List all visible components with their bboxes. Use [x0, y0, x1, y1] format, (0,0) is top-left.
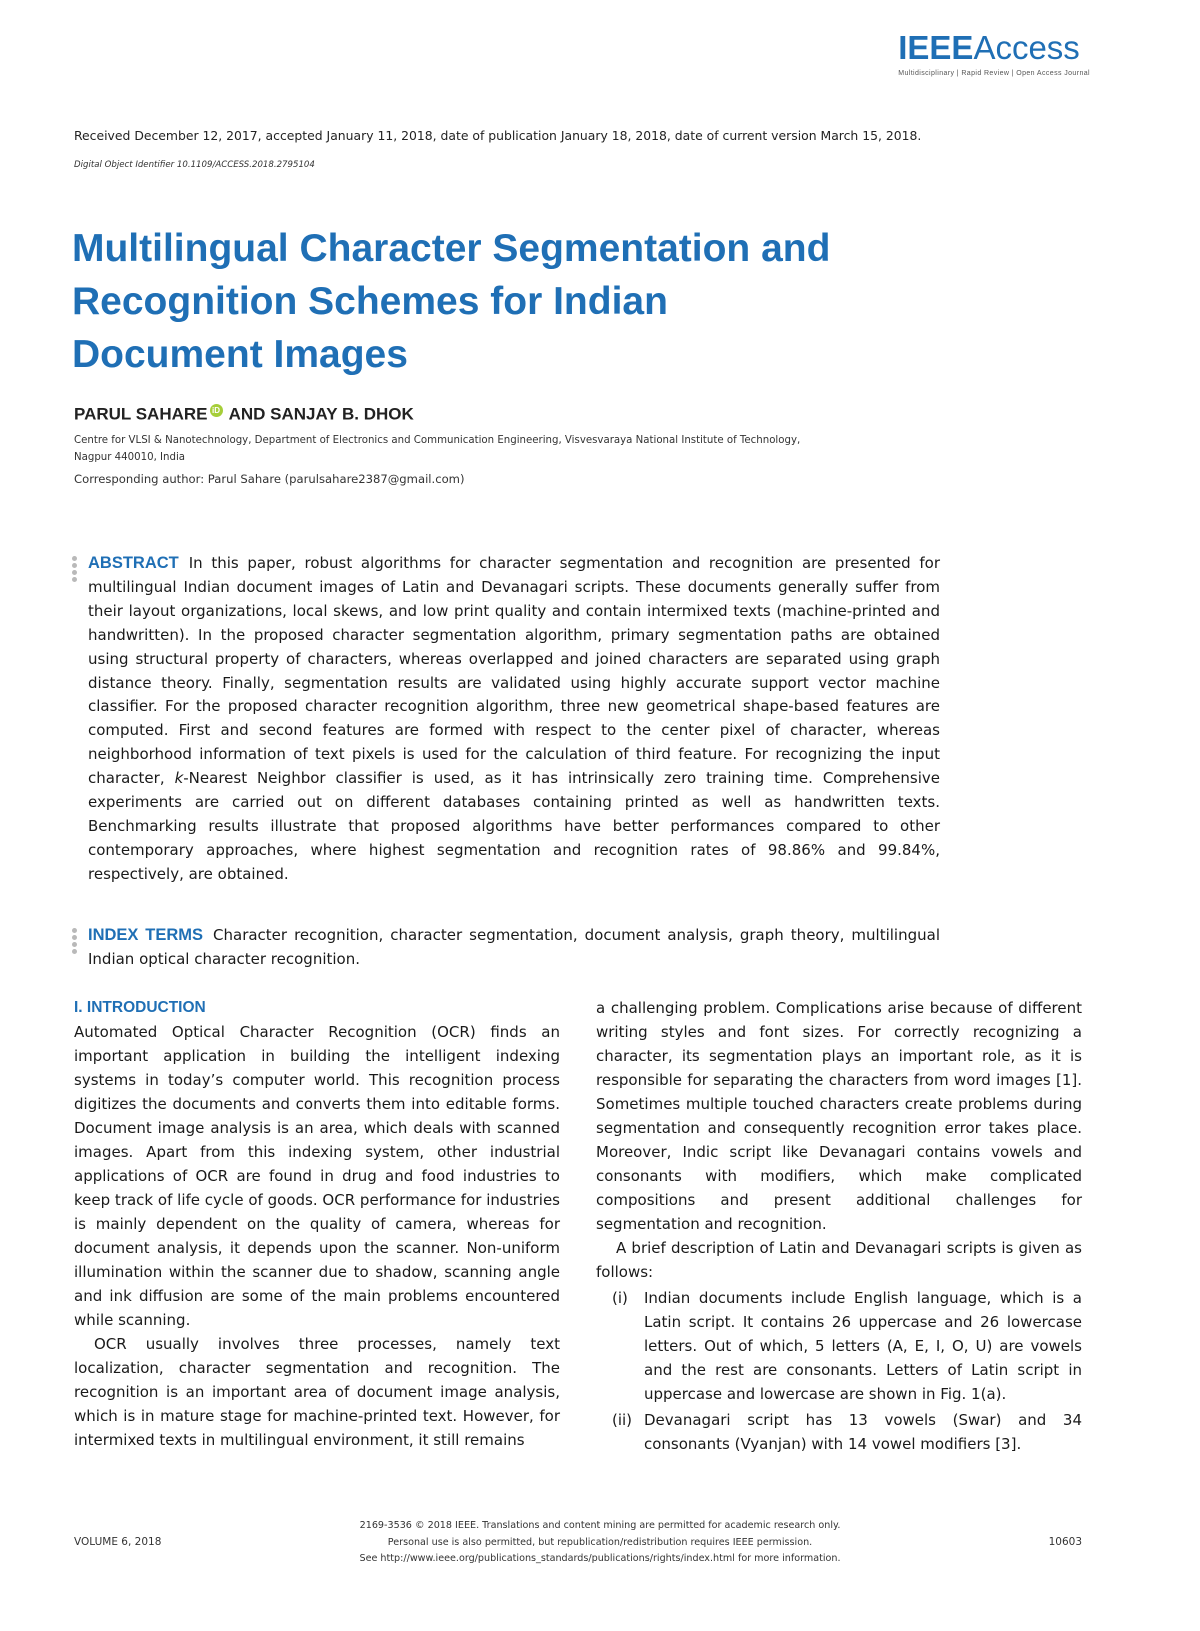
paper-title	[72, 222, 872, 381]
author-list	[74, 404, 414, 425]
list-item	[596, 1408, 1082, 1456]
index-terms-label: INDEX TERMS	[88, 926, 204, 944]
copyright-notice	[0, 1518, 1200, 1568]
section-heading: I. INTRODUCTION	[74, 999, 206, 1016]
abstract-k: k	[174, 769, 184, 788]
volume-label: VOLUME 6, 2018	[74, 1536, 162, 1548]
list-number: (i)	[612, 1289, 628, 1307]
journal-logo	[898, 30, 1090, 77]
copyright-line[interactable]: See http://www.ieee.org/publications_standards/publications/rights/index.html for more information.	[359, 1553, 841, 1564]
intro-paragraph-4: A brief description of Latin and Devanagari scripts is given as follows:	[596, 1239, 1082, 1281]
index-terms-marker-icon	[72, 928, 80, 956]
abstract-marker-icon	[72, 556, 80, 584]
index-terms-text: Character recognition, character segmentation, document analysis, graph theory, multilingual Indian optical character recognition.	[88, 926, 940, 968]
author-rest: AND SANJAY B. DHOK	[228, 404, 414, 424]
orcid-icon[interactable]: iD	[210, 404, 223, 417]
logo-product: Access	[973, 29, 1080, 66]
index-terms	[88, 924, 940, 972]
abstract-text-2: -Nearest Neighbor classifier is used, as it has intrinsically zero training time. Comprehensive experiments are carried out on different databases containing printed as well as handwritten texts. Benchmarking results illustrate that proposed algorithms have better performances compared to other contemporary approaches, where highest segmentation and recognition rates of 98.86% and 99.84%, respectively, are obtained.	[88, 769, 940, 883]
corresponding-author: Corresponding author: Parul Sahare (parulsahare2387@gmail.com)	[74, 472, 465, 486]
logo-tagline: Multidisciplinary | Rapid Review | Open Access Journal	[898, 70, 1090, 77]
logo-wordmark	[898, 30, 1090, 66]
abstract	[88, 552, 940, 887]
doi: Digital Object Identifier 10.1109/ACCESS.2018.2795104	[74, 160, 315, 170]
affiliation-line: Nagpur 440010, India	[74, 452, 186, 463]
list-item	[596, 1286, 1082, 1406]
title-line: Multilingual Character Segmentation and	[72, 227, 831, 270]
title-line: Document Images	[72, 333, 408, 376]
title-line: Recognition Schemes for Indian	[72, 280, 668, 323]
abstract-text-1: In this paper, robust algorithms for character segmentation and recognition are presented for multilingual Indian document images of Latin and Devanagari scripts. These documents generally suffer from their layout organizations, local skews, and low print quality and contain intermixed texts (machine-printed and handwritten). In the proposed character segmentation algorithm, primary segmentation paths are obtained using structural property of characters, whereas overlapped and joined characters are separated using graph distance theory. Finally, segmentation results are validated using highly accurate support vector machine classifier. For the proposed character recognition algorithm, three new geometrical shape-based features are computed. First and second features are formed with respect to the center pixel of character, whereas neighborhood information of text pixels is used for the calculation of third feature. For recognizing the input character,	[88, 554, 940, 788]
affiliation	[74, 432, 800, 466]
left-column	[74, 996, 560, 1452]
logo-brand: IEEE	[898, 29, 974, 66]
abstract-label: ABSTRACT	[88, 554, 179, 572]
list-number: (ii)	[612, 1411, 633, 1429]
intro-paragraph-2: OCR usually involves three processes, namely text localization, character segmentation and recognition. The recognition is an important area of document image analysis, which is in mature stage for machine-printed text. However, for intermixed texts in multilingual environment, it still remains	[74, 1335, 560, 1449]
intro-paragraph-3: a challenging problem. Complications arise because of different writing styles and font sizes. For correctly recognizing a character, its segmentation plays an important role, as it is responsible for separating the characters from word images [1]. Sometimes multiple touched characters create problems during segmentation and consequently recognition error takes place. Moreover, Indic script like Devanagari contains vowels and consonants with modifiers, which make complicated compositions and present additional challenges for segmentation and recognition.	[596, 999, 1082, 1233]
page-number: 10603	[1048, 1536, 1082, 1548]
list-text: Devanagari script has 13 vowels (Swar) and 34 consonants (Vyanjan) with 14 vowel modifiers [3].	[644, 1411, 1082, 1453]
copyright-line: 2169-3536 © 2018 IEEE. Translations and content mining are permitted for academic research only.	[359, 1520, 841, 1531]
list-text: Indian documents include English language, which is a Latin script. It contains 26 uppercase and 26 lowercase letters. Out of which, 5 letters (A, E, I, O, U) are vowels and the rest are consonants. Letters of Latin script in uppercase and lowercase are shown in Fig. 1(a).	[644, 1289, 1082, 1403]
intro-paragraph-1: Automated Optical Character Recognition (OCR) finds an important application in building the intelligent indexing systems in today’s computer world. This recognition process digitizes the documents and converts them into editable forms. Document image analysis is an area, which deals with scanned images. Apart from this indexing system, other industrial applications of OCR are found in drug and food industries to keep track of life cycle of goods. OCR performance for industries is mainly dependent on the quality of camera, whereas for document analysis, it depends upon the scanner. Non-uniform illumination within the scanner due to shadow, scanning angle and ink diffusion are some of the main problems encountered while scanning.	[74, 1023, 560, 1329]
author-first: PARUL SAHARE	[74, 404, 208, 424]
right-column	[596, 996, 1082, 1456]
received-dates: Received December 12, 2017, accepted January 11, 2018, date of publication January 18, 2018, date of current version March 15, 2018.	[74, 128, 922, 143]
copyright-line: Personal use is also permitted, but republication/redistribution requires IEEE permission.	[387, 1536, 813, 1548]
affiliation-line: Centre for VLSI & Nanotechnology, Department of Electronics and Communication Engineering, Visvesvaraya National Institute of Technology,	[74, 435, 801, 446]
